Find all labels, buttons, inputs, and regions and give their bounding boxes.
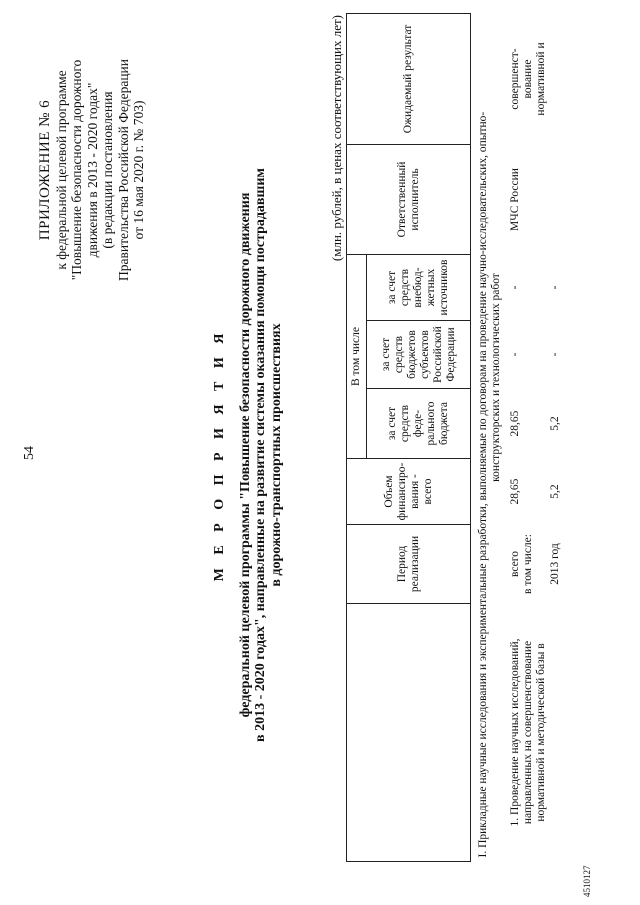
title-line-1: федеральной целевой программы "Повышение безопасности дорожного движения [237,192,253,718]
result-line-1: совершенст- [509,48,521,110]
document-title [212,165,284,745]
header-result: Ожидаемый результат [347,13,471,144]
appendix-line-4: (в редакции постановления [100,91,115,249]
total-value-2: 5,2 [549,484,561,499]
header-total: Объем финансиро-вания - всего [347,459,471,525]
section-line-1: I. Прикладные научные исследования и экспериментальные разработки, выполняемые по договорам на проведение научно-исследовательских, опытно- [477,111,489,858]
header-regional: за счет средств бюджетов субъектов Российской Федерации [367,321,471,389]
appendix-line-6: от 16 мая 2020 г. № 703) [131,100,146,240]
header-federal: за счет средств феде-рального бюджета [367,389,471,459]
measures-table [346,13,563,862]
appendix-title: ПРИЛОЖЕНИЕ № 6 [37,99,53,241]
federal-value-2: 5,2 [549,416,561,431]
measure-line-3: нормативной и методической базы в [535,643,547,822]
measure-line-2: направленных на совершенствование [522,640,534,825]
units-note: (млн. рублей, в ценах соответствующих лет) [329,15,344,262]
total-cell [505,459,563,525]
regional-cell [505,321,563,389]
title-heading: М Е Р О П Р И Я Т И Я [212,328,227,582]
result-line-2: вование [522,59,534,99]
result-line-3: нормативной и [535,42,547,116]
result-cell [505,13,563,144]
title-line-2: в 2013 - 2020 годах", направленные на развитие системы оказания помощи пострадавшим [253,168,268,742]
extrabudget-value-1: - [509,285,521,290]
period-line-1: всего [509,551,521,577]
header-measure [347,604,471,862]
header-extrabudget: за счет средств внебюд-жетных источников [367,254,471,320]
document-code: 4510127 [582,865,592,897]
measure-cell [505,604,563,862]
total-value-1: 28,65 [509,478,521,505]
appendix-line-2: "Повышение безопасности дорожного [69,59,84,281]
extrabudget-cell [505,254,563,320]
appendix-line-5: Правительства Российской Федерации [115,59,131,281]
regional-value-1: - [509,352,521,357]
period-line-3: 2013 год [549,543,561,585]
period-line-2: в том числе: [522,534,534,594]
page-number: 54 [22,446,37,460]
period-cell [505,525,563,604]
regional-value-2: - [549,352,561,357]
appendix-line-3: движения в 2013 - 2020 годах" [84,82,100,258]
header-executor: Ответственный исполнитель [347,144,471,254]
federal-value-1: 28,65 [509,410,521,437]
title-line-3: в дорожно-транспортных происшествиях [268,323,284,587]
section-line-2: конструкторских и технологических работ [490,273,502,482]
executor-cell: МЧС России [509,168,521,231]
header-including: В том числе [347,254,367,458]
appendix-line-1: к федеральной целевой программе [53,70,69,270]
appendix-header [38,20,147,320]
section-heading [471,13,506,861]
table-row [505,13,563,861]
header-period: Период реализации [347,525,471,604]
extrabudget-value-2: - [549,285,561,290]
measure-line-1: 1. Проведение научных исследований, [509,638,521,827]
federal-cell [505,389,563,459]
